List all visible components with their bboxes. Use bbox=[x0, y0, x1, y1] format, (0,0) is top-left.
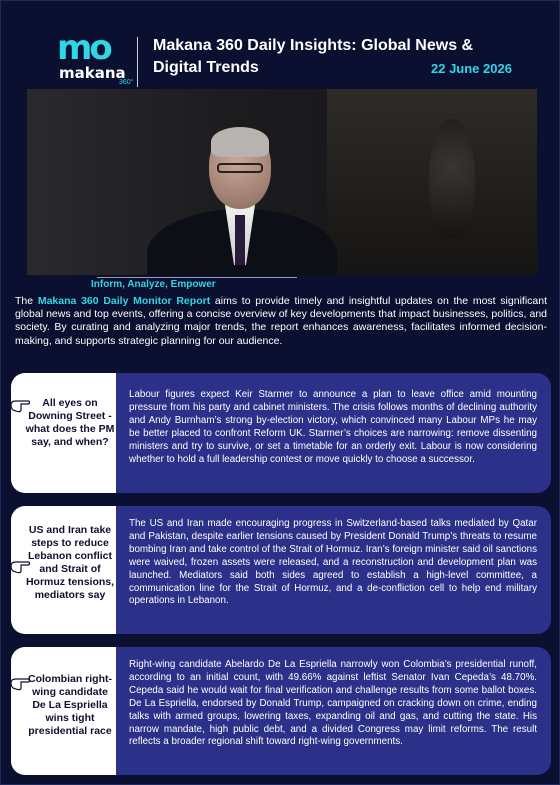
hero-photo bbox=[27, 89, 537, 275]
story-card bbox=[11, 373, 551, 493]
intro-lead: The bbox=[15, 295, 38, 307]
story-body: The US and Iran made encouraging progress in Switzerland-based talks mediated by Qatar and Pakistan, despite earlier tensions caused by President Donald Trump’s threats to resume bombing Iran and take control of the Strait of Hormuz. Iran’s foreign minister said oil sanctions were waived, frozen assets were released, and a reconstruction and development plan was launched. Mediators said both sides agreed to establish a high-level committee, a communication line for the Strait of Hormuz, and a de-confliction cell to help end military operations in Lebanon. bbox=[129, 518, 537, 607]
intro-highlight: Makana 360 Daily Monitor Report bbox=[37, 295, 211, 307]
story-card bbox=[11, 506, 551, 634]
hero-caption: Inform, Analyze, Empower bbox=[91, 279, 216, 290]
header-divider bbox=[137, 37, 138, 87]
story-card bbox=[11, 647, 551, 775]
story-heading: All eyes on Downing Street - what does the PM say, and when? bbox=[25, 397, 115, 448]
intro-paragraph bbox=[15, 295, 547, 348]
story-heading: US and Iran take steps to reduce Lebanon conflict and Strait of Hormuz tensions, mediators say bbox=[25, 524, 115, 601]
makana-logo bbox=[57, 28, 134, 89]
hero-person bbox=[137, 129, 337, 275]
hero-lamp bbox=[429, 119, 475, 239]
story-body: Labour figures expect Keir Starmer to announce a plan to leave office amid mounting pressure from his party and cabinet ministers. The crisis follows months of declining authority and Andy Burnham’s strong by-election victory, which convinced many Labour MPs he may be better placed to confront Reform UK. Starmer’s choices are narrowing: remove dissenting ministers and try to survive, or set a timetable for an orderly exit. Labour is now considering whether to hold a full leadership contest or move quickly to choose a successor. bbox=[129, 389, 537, 465]
logo-sub: 360° bbox=[119, 79, 134, 86]
story-body: Right-wing candidate Abelardo De La Espriella narrowly won Colombia’s presidential runoff, according to an initial count, with 49.66% against leftist Senator Ivan Cepeda’s 48.70%. Cepeda said he would wait for final verification and challenge results from some ballot boxes. De La Espriella, endorsed by Donald Trump, campaigned on cracking down on crime, ending talks with armed groups, lowering taxes, expanding oil and gas, and cutting the state. His narrow mandate, high public debt, and a divided Congress may limit reforms. The result reflects a broader regional shift toward right-wing governments. bbox=[129, 659, 537, 748]
story-heading: Colombian right-wing candidate De La Espriella wins tight presidential race bbox=[28, 673, 112, 737]
logo-word: makana bbox=[59, 64, 126, 82]
page-title: Makana 360 Daily Insights: Global News & Digital Trends bbox=[153, 37, 474, 76]
report-date: 22 June 2026 bbox=[431, 61, 512, 76]
logo-mark: mo bbox=[57, 28, 110, 68]
intro-text: aims to provide timely and insightful updates on the most significant global news and top events, offering a concise overview of key developments that impact businesses, politics, and society. By curating and analyzing major trends, the report enhances awareness, facilitates informed decision-making, and supports strategic planning for our audience. bbox=[15, 295, 547, 347]
caption-divider bbox=[97, 277, 297, 278]
